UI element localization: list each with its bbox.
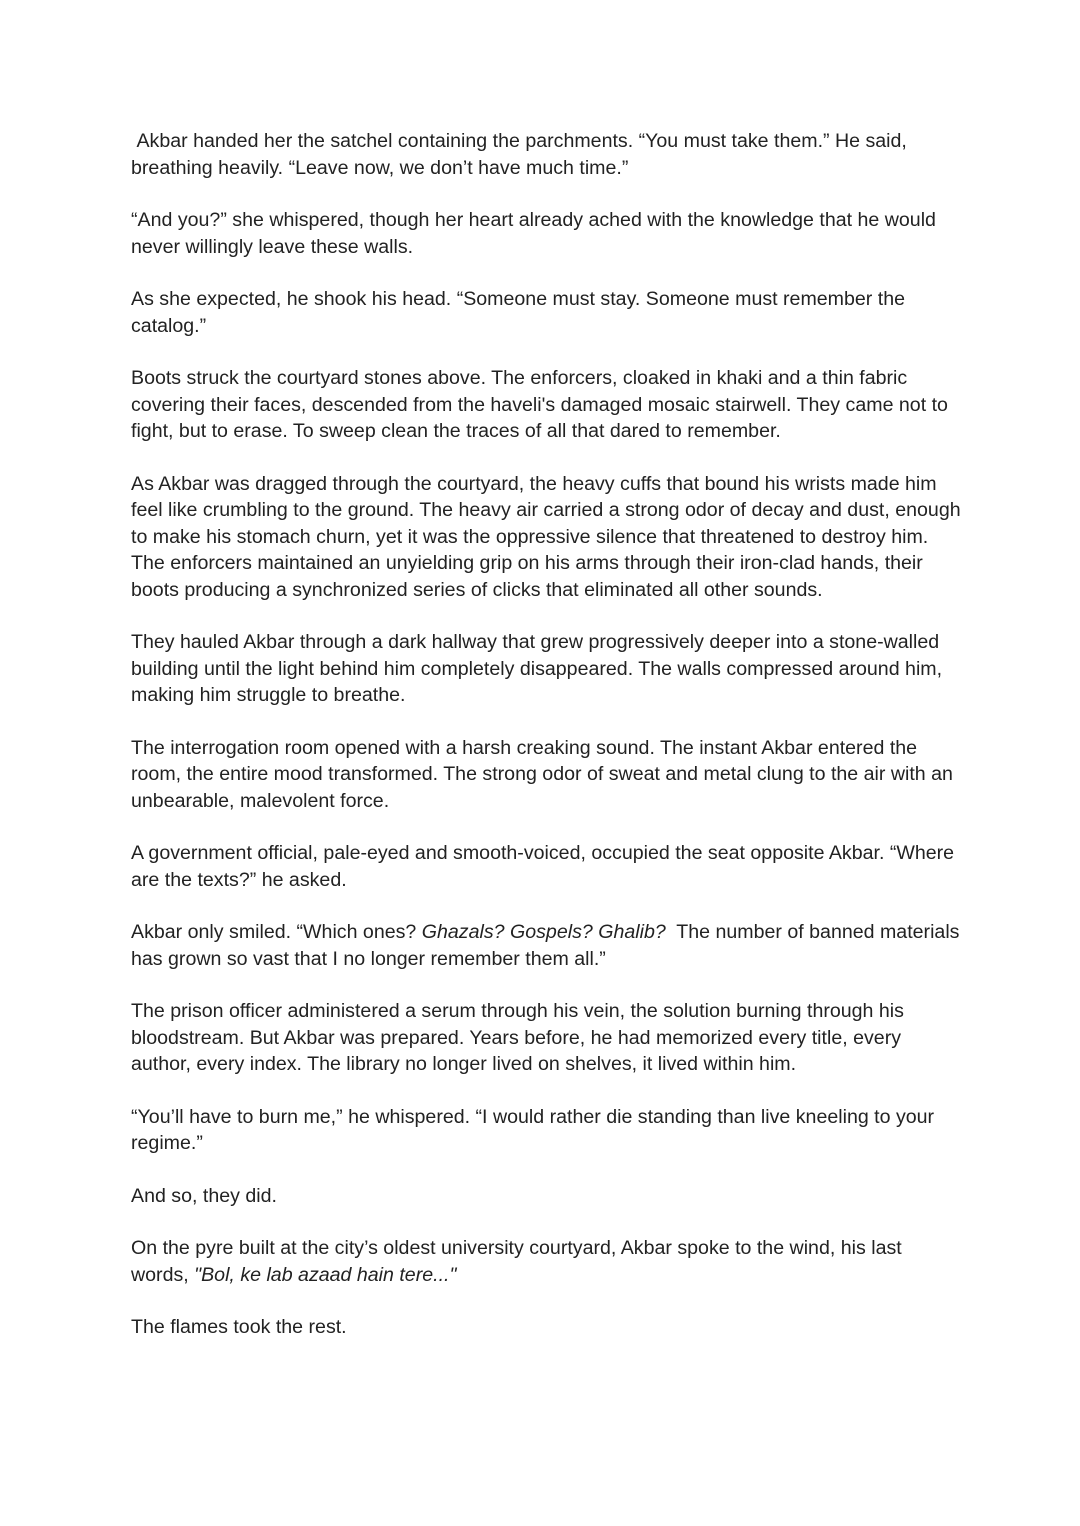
paragraph-text: The flames took the rest.: [131, 1316, 347, 1338]
document-page: [131, 128, 967, 1367]
paragraph-9: [131, 919, 965, 972]
paragraph-5: [131, 471, 967, 604]
paragraph-text: “You’ll have to burn me,” he whispered. “I would rather die standing than live kneeling to your regime.”: [131, 1105, 940, 1154]
paragraph-text: They hauled Akbar through a dark hallway that grew progressively deeper into a stone-walled building until the light behind him completely disappeared. The walls compressed around him, making him struggle to breathe.: [131, 631, 948, 706]
paragraph-4: [131, 365, 961, 445]
paragraph-2: [131, 207, 961, 260]
paragraph-text: Akbar only smiled. “Which ones?: [131, 921, 422, 943]
paragraph-text: Boots struck the courtyard stones above. The enforcers, cloaked in khaki and a thin fabric covering their faces, descended from the haveli's damaged mosaic stairwell. They came not to fight, but to erase. To sweep clean the traces of all that dared to remember.: [131, 367, 954, 442]
paragraph-text: As Akbar was dragged through the courtyard, the heavy cuffs that bound his wrists made him feel like crumbling to the ground. The heavy air carried a strong odor of decay and dust, enough to make his stomach churn, yet it was the oppressive silence that threatened to destroy him. The enforcers maintained an unyielding grip on his arms through their iron-clad hands, their boots producing a synchronized series of clicks that eliminated all other sounds.: [131, 472, 967, 601]
italic-text: "Bol, ke lab azaad hain tere...": [194, 1263, 457, 1286]
paragraph-text: On the pyre built at the city’s oldest university courtyard, Akbar spoke to the wind, his last words,: [131, 1237, 908, 1286]
paragraph-text: The interrogation room opened with a harsh creaking sound. The instant Akbar entered the room, the entire mood transformed. The strong odor of sweat and metal clung to the air with an unbearable, malevolent force.: [131, 736, 959, 812]
italic-text: Ghazals? Gospels? Ghalib?: [421, 921, 666, 943]
paragraph-14: [131, 1314, 961, 1341]
paragraph-8: [131, 840, 961, 893]
paragraph-text: The prison officer administered a serum through his vein, the solution burning through his bloodstream. But Akbar was prepared. Years before, he had memorized every title, every author, every index. The library no longer lived on shelves, it lived within him.: [131, 1000, 910, 1075]
paragraph-text: A government official, pale-eyed and smooth-voiced, occupied the seat opposite Akbar. “Where are the texts?” he asked.: [131, 842, 960, 891]
paragraph-text: The number of banned materials has grown so vast that I no longer remember them all.”: [131, 921, 965, 970]
paragraph-3: [131, 286, 961, 339]
paragraph-text: “And you?” she whispered, though her heart already ached with the knowledge that he would never willingly leave these walls.: [131, 209, 942, 258]
paragraph-10: [131, 998, 961, 1078]
paragraph-6: [131, 629, 961, 709]
paragraph-text: And so, they did.: [131, 1184, 277, 1207]
paragraph-13: [131, 1235, 961, 1288]
paragraph-text: Akbar handed her the satchel containing the parchments. “You must take them.” He said, breathing heavily. “Leave now, we don’t have much time.”: [131, 130, 913, 179]
paragraph-text: As she expected, he shook his head. “Someone must stay. Someone must remember the catalog.”: [131, 288, 911, 337]
paragraph-7: [131, 735, 961, 815]
paragraph-1: [131, 128, 961, 181]
paragraph-12: [131, 1183, 961, 1210]
paragraph-11: [131, 1104, 961, 1157]
